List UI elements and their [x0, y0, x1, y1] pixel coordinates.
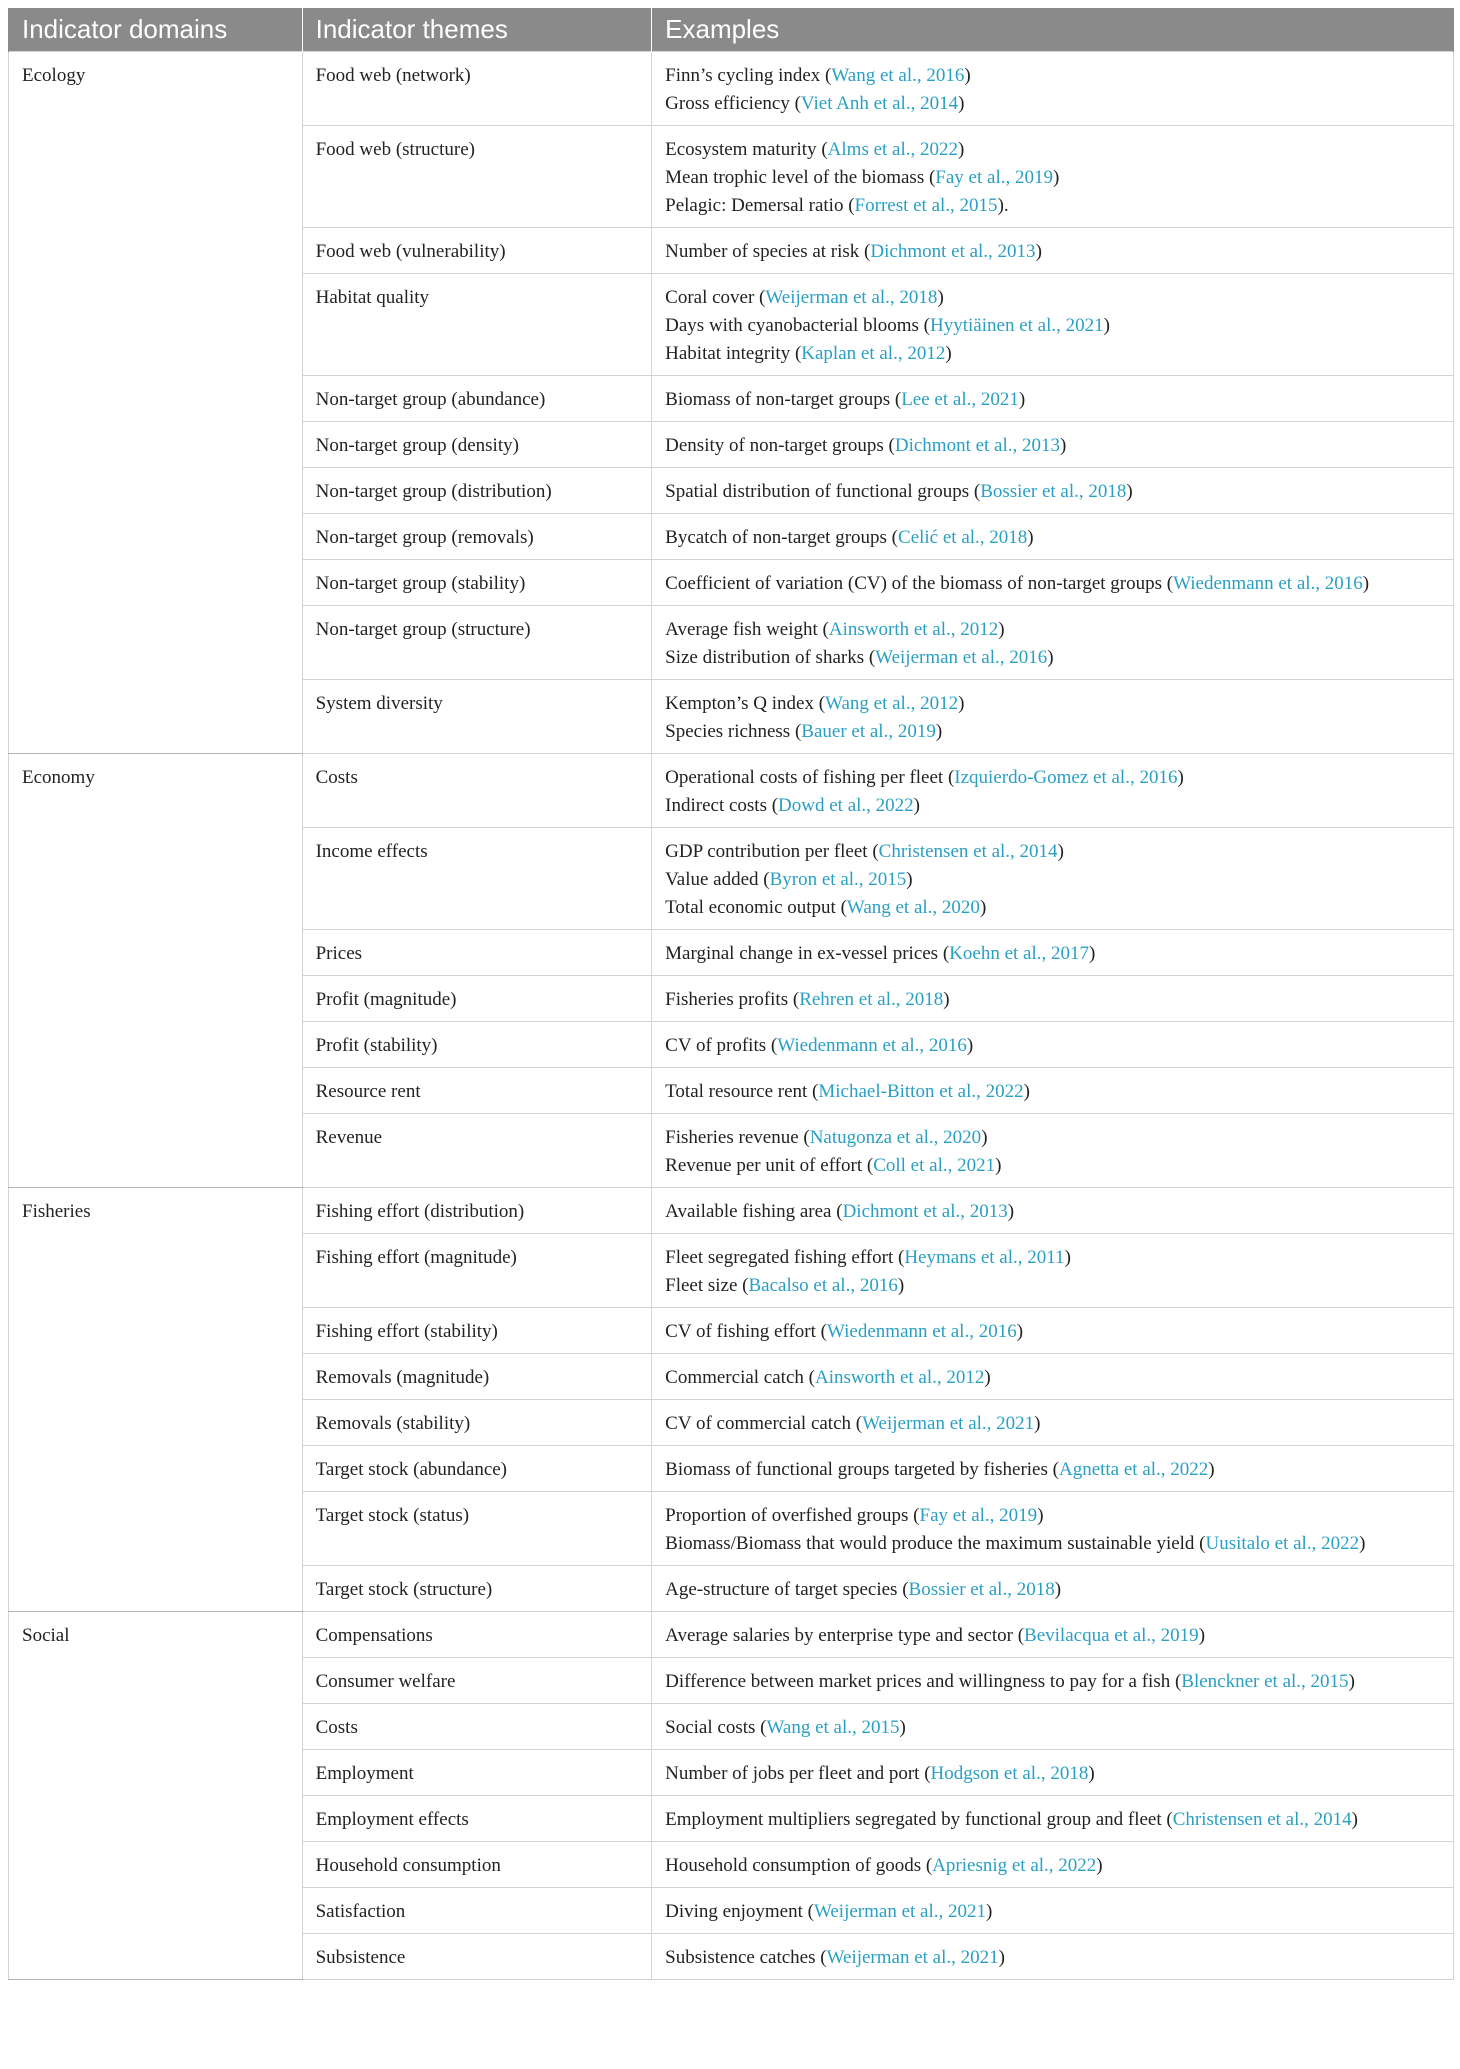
example-line — [665, 1760, 1440, 1788]
example-line — [665, 1898, 1440, 1926]
example-text-tail: ) — [986, 1901, 993, 1922]
example-line — [665, 718, 1440, 746]
examples-cell — [652, 1114, 1454, 1188]
indicator-theme-cell: Profit (magnitude) — [302, 976, 652, 1022]
example-line — [665, 192, 1440, 220]
example-line — [665, 1198, 1440, 1226]
example-line — [665, 1318, 1440, 1346]
example-text: Habitat integrity ( — [665, 343, 802, 364]
example-text-tail: ) — [935, 721, 943, 742]
example-line — [665, 1032, 1440, 1060]
indicator-theme-cell: Non-target group (density) — [302, 422, 652, 468]
example-text: Marginal change in ex-vessel prices ( — [665, 943, 950, 964]
examples-cell — [652, 680, 1454, 754]
citation-link[interactable]: Byron et al., 2015 — [769, 869, 907, 890]
example-line — [665, 792, 1440, 820]
examples-cell — [652, 376, 1454, 422]
indicator-theme-cell: Employment effects — [302, 1796, 652, 1842]
example-text: Species richness ( — [665, 721, 802, 742]
citation-link[interactable]: Dichmont et al., 2013 — [842, 1201, 1008, 1222]
example-text-tail: ) — [1198, 1625, 1206, 1646]
example-text: Proportion of overfished groups ( — [665, 1505, 920, 1526]
citation-link[interactable]: Bossier et al., 2018 — [980, 481, 1127, 502]
examples-cell — [652, 930, 1454, 976]
citation-link[interactable]: Bacalso et al., 2016 — [748, 1275, 898, 1296]
indicator-theme-cell: Employment — [302, 1750, 652, 1796]
citation-link[interactable]: Hodgson et al., 2018 — [930, 1763, 1089, 1784]
example-text: Difference between market prices and willingness to pay for a fish ( — [665, 1671, 1182, 1692]
table-row — [9, 1188, 1454, 1234]
example-text: GDP contribution per fleet ( — [665, 841, 879, 862]
indicator-theme-cell: Non-target group (removals) — [302, 514, 652, 560]
table-row — [9, 754, 1454, 828]
example-line — [665, 616, 1440, 644]
example-text-tail: ) — [1359, 1533, 1366, 1554]
indicator-theme-cell: Revenue — [302, 1114, 652, 1188]
example-text-tail: ) — [1057, 841, 1064, 862]
example-text-tail: ) — [1052, 167, 1060, 188]
example-text: Commercial catch ( — [665, 1367, 815, 1388]
indicator-theme-cell: Subsistence — [302, 1934, 652, 1980]
citation-link[interactable]: Wiedenmann et al., 2016 — [1173, 573, 1363, 594]
example-text: Size distribution of sharks ( — [665, 647, 876, 668]
example-line — [665, 1244, 1440, 1272]
example-line — [665, 1502, 1440, 1530]
citation-link[interactable]: Dichmont et al., 2013 — [870, 241, 1036, 262]
indicator-theme-cell: Target stock (abundance) — [302, 1446, 652, 1492]
example-text: Density of non-target groups ( — [665, 435, 895, 456]
citation-link[interactable]: Forrest et al., 2015 — [854, 195, 998, 216]
indicator-theme-cell: Prices — [302, 930, 652, 976]
example-text-tail: ) — [1348, 1671, 1355, 1692]
example-text: Total economic output ( — [665, 897, 847, 918]
example-text-tail: ) — [995, 1155, 1002, 1176]
citation-link[interactable]: Wang et al., 2015 — [766, 1717, 900, 1738]
example-text: Spatial distribution of functional groups ( — [665, 481, 981, 502]
example-text-tail: ) — [966, 1035, 974, 1056]
indicator-theme-cell: Non-target group (distribution) — [302, 468, 652, 514]
example-line — [665, 386, 1440, 414]
example-line — [665, 90, 1440, 118]
example-text-tail: ). — [997, 195, 1009, 216]
indicator-theme-cell: Removals (stability) — [302, 1400, 652, 1446]
domain-group-fisheries — [9, 1188, 1454, 1612]
example-text-tail: ) — [958, 693, 965, 714]
example-text-tail: ) — [998, 619, 1005, 640]
example-line — [665, 1530, 1440, 1558]
examples-cell — [652, 228, 1454, 274]
example-text-tail: ) — [981, 1127, 988, 1148]
domain-group-ecology — [9, 52, 1454, 754]
indicator-theme-cell: Non-target group (abundance) — [302, 376, 652, 422]
example-text: Total resource rent ( — [665, 1081, 819, 1102]
citation-link[interactable]: Lee et al., 2021 — [901, 389, 1019, 410]
citation-link[interactable]: Wiedenmann et al., 2016 — [826, 1321, 1017, 1342]
indicator-theme-cell: Non-target group (stability) — [302, 560, 652, 606]
examples-cell — [652, 1188, 1454, 1234]
citation-link[interactable]: Koehn et al., 2017 — [949, 943, 1089, 964]
citation-link[interactable]: Weijerman et al., 2018 — [765, 287, 938, 308]
examples-cell — [652, 1796, 1454, 1842]
examples-cell — [652, 606, 1454, 680]
citation-link[interactable]: Wiedenmann et al., 2016 — [777, 1035, 967, 1056]
indicator-domain-cell: Social — [9, 1612, 303, 1980]
indicator-theme-cell: Household consumption — [302, 1842, 652, 1888]
citation-link[interactable]: Wang et al., 2012 — [825, 693, 959, 714]
example-text: Age-structure of target species ( — [665, 1579, 909, 1600]
example-text: Available fishing area ( — [665, 1201, 843, 1222]
example-text: Number of jobs per fleet and port ( — [665, 1763, 931, 1784]
example-line — [665, 940, 1440, 968]
indicator-theme-cell: System diversity — [302, 680, 652, 754]
examples-cell — [652, 468, 1454, 514]
indicator-theme-cell: Profit (stability) — [302, 1022, 652, 1068]
example-text: CV of profits ( — [665, 1035, 778, 1056]
example-line — [665, 644, 1440, 672]
example-line — [665, 1806, 1440, 1834]
example-text: Subsistence catches ( — [665, 1947, 827, 1968]
example-line — [665, 1622, 1440, 1650]
example-text-tail: ) — [1064, 1247, 1071, 1268]
indicator-theme-cell: Target stock (status) — [302, 1492, 652, 1566]
citation-link[interactable]: Bauer et al., 2019 — [801, 721, 936, 742]
example-text: Pelagic: Demersal ratio ( — [665, 195, 855, 216]
example-text: Days with cyanobacterial blooms ( — [665, 315, 931, 336]
examples-cell — [652, 126, 1454, 228]
example-text: Average fish weight ( — [665, 619, 829, 640]
example-text: Number of species at risk ( — [665, 241, 871, 262]
citation-link[interactable]: Christensen et al., 2014 — [1172, 1809, 1352, 1830]
example-line — [665, 432, 1440, 460]
example-text-tail: ) — [1089, 943, 1096, 964]
examples-cell — [652, 1612, 1454, 1658]
example-line — [665, 986, 1440, 1014]
example-text: Household consumption of goods ( — [665, 1855, 933, 1876]
example-text-tail: ) — [1016, 1321, 1024, 1342]
citation-link[interactable]: Weijerman et al., 2021 — [826, 1947, 999, 1968]
example-text-tail: ) — [979, 897, 987, 918]
header-row — [9, 8, 1454, 52]
examples-cell — [652, 422, 1454, 468]
header-indicator-domains: Indicator domains — [9, 8, 303, 52]
example-line — [665, 1576, 1440, 1604]
example-text-tail: ) — [1047, 647, 1054, 668]
example-line — [665, 764, 1440, 792]
examples-cell — [652, 274, 1454, 376]
examples-cell — [652, 1888, 1454, 1934]
examples-cell — [652, 1750, 1454, 1796]
citation-link[interactable]: Uusitalo et al., 2022 — [1205, 1533, 1360, 1554]
citation-link[interactable]: Hyytiäinen et al., 2021 — [930, 315, 1104, 336]
indicator-theme-cell: Costs — [302, 754, 652, 828]
example-text-tail: ) — [998, 1947, 1005, 1968]
example-line — [665, 570, 1440, 598]
indicator-theme-cell: Food web (vulnerability) — [302, 228, 652, 274]
example-text: Operational costs of fishing per fleet ( — [665, 767, 955, 788]
header-examples: Examples — [652, 8, 1454, 52]
example-line — [665, 1364, 1440, 1392]
citation-link[interactable]: Dowd et al., 2022 — [778, 795, 914, 816]
example-text-tail: ) — [1060, 435, 1067, 456]
examples-cell — [652, 1308, 1454, 1354]
examples-cell — [652, 1022, 1454, 1068]
citation-link[interactable]: Michael-Bitton et al., 2022 — [818, 1081, 1024, 1102]
indicator-domain-cell: Ecology — [9, 52, 303, 754]
example-text-tail: ) — [1177, 767, 1184, 788]
example-text-tail: ) — [937, 287, 944, 308]
indicator-theme-cell: Removals (magnitude) — [302, 1354, 652, 1400]
example-text-tail: ) — [1035, 241, 1042, 262]
example-line — [665, 284, 1440, 312]
example-line — [665, 312, 1440, 340]
citation-link[interactable]: Viet Anh et al., 2014 — [800, 93, 959, 114]
example-text-tail: ) — [1054, 1579, 1062, 1600]
example-text: CV of commercial catch ( — [665, 1413, 863, 1434]
example-text: Biomass/Biomass that would produce the maximum sustainable yield ( — [665, 1533, 1206, 1554]
examples-cell — [652, 1400, 1454, 1446]
examples-cell — [652, 1234, 1454, 1308]
domain-group-social — [9, 1612, 1454, 1980]
example-text-tail: ) — [1103, 315, 1110, 336]
example-line — [665, 1852, 1440, 1880]
indicator-theme-cell: Target stock (structure) — [302, 1566, 652, 1612]
example-text: Diving enjoyment ( — [665, 1901, 814, 1922]
citation-link[interactable]: Weijerman et al., 2021 — [862, 1413, 1035, 1434]
citation-link[interactable]: Bossier et al., 2018 — [908, 1579, 1055, 1600]
example-text: Coral cover ( — [665, 287, 766, 308]
example-text-tail: ) — [958, 139, 965, 160]
examples-cell — [652, 560, 1454, 606]
examples-cell — [652, 1658, 1454, 1704]
example-line — [665, 238, 1440, 266]
examples-cell — [652, 1934, 1454, 1980]
table-row — [9, 1612, 1454, 1658]
example-text-tail: ) — [899, 1717, 906, 1738]
indicator-theme-cell: Resource rent — [302, 1068, 652, 1114]
table-row — [9, 52, 1454, 126]
example-line — [665, 1078, 1440, 1106]
example-line — [665, 838, 1440, 866]
example-text: Finn’s cycling index ( — [665, 65, 832, 86]
citation-link[interactable]: Fay et al., 2019 — [935, 167, 1053, 188]
example-text-tail: ) — [1027, 527, 1034, 548]
example-text: Coefficient of variation (CV) of the biomass of non-target groups ( — [665, 573, 1174, 594]
citation-link[interactable]: Rehren et al., 2018 — [799, 989, 944, 1010]
example-text: Value added ( — [665, 869, 770, 890]
indicators-table — [8, 8, 1454, 1980]
examples-cell — [652, 1492, 1454, 1566]
citation-link[interactable]: Blenckner et al., 2015 — [1181, 1671, 1349, 1692]
indicator-theme-cell: Fishing effort (magnitude) — [302, 1234, 652, 1308]
example-text: Employment multipliers segregated by functional group and fleet ( — [665, 1809, 1173, 1830]
example-text-tail: ) — [1037, 1505, 1044, 1526]
indicator-theme-cell: Fishing effort (distribution) — [302, 1188, 652, 1234]
citation-link[interactable]: Ainsworth et al., 2012 — [828, 619, 999, 640]
citation-link[interactable]: Agnetta et al., 2022 — [1058, 1459, 1209, 1480]
example-text-tail: ) — [1208, 1459, 1215, 1480]
example-line — [665, 1714, 1440, 1742]
citation-link[interactable]: Dichmont et al., 2013 — [894, 435, 1061, 456]
example-line — [665, 1272, 1440, 1300]
example-line — [665, 1410, 1440, 1438]
example-text-tail: ) — [945, 343, 952, 364]
example-text-tail: ) — [943, 989, 950, 1010]
example-line — [665, 1152, 1440, 1180]
examples-cell — [652, 976, 1454, 1022]
example-text-tail: ) — [897, 1275, 905, 1296]
example-line — [665, 690, 1440, 718]
example-text: Ecosystem maturity ( — [665, 139, 828, 160]
examples-cell — [652, 1446, 1454, 1492]
indicator-theme-cell: Consumer welfare — [302, 1658, 652, 1704]
indicator-theme-cell: Costs — [302, 1704, 652, 1750]
example-line — [665, 866, 1440, 894]
citation-link[interactable]: Ainsworth et al., 2012 — [814, 1367, 985, 1388]
example-text: CV of fishing effort ( — [665, 1321, 827, 1342]
citation-link[interactable]: Celić et al., 2018 — [898, 527, 1028, 548]
example-text-tail: ) — [913, 795, 920, 816]
examples-cell — [652, 1704, 1454, 1750]
example-text: Average salaries by enterprise type and sector ( — [665, 1625, 1025, 1646]
citation-link[interactable]: Apriesnig et al., 2022 — [932, 1855, 1097, 1876]
example-line — [665, 1124, 1440, 1152]
example-text: Gross efficiency ( — [665, 93, 801, 114]
example-line — [665, 894, 1440, 922]
citation-link[interactable]: Weijerman et al., 2016 — [875, 647, 1048, 668]
indicator-theme-cell: Food web (network) — [302, 52, 652, 126]
example-text-tail: ) — [1023, 1081, 1030, 1102]
indicator-theme-cell: Compensations — [302, 1612, 652, 1658]
indicator-domain-cell: Fisheries — [9, 1188, 303, 1612]
examples-cell — [652, 1068, 1454, 1114]
example-line — [665, 62, 1440, 90]
citation-link[interactable]: Natugonza et al., 2020 — [809, 1127, 982, 1148]
example-text-tail: ) — [984, 1367, 991, 1388]
example-text: Kempton’s Q index ( — [665, 693, 826, 714]
citation-link[interactable]: Alms et al., 2022 — [827, 139, 959, 160]
example-line — [665, 164, 1440, 192]
indicator-theme-cell: Food web (structure) — [302, 126, 652, 228]
citation-link[interactable]: Fay et al., 2019 — [919, 1505, 1038, 1526]
example-text-tail: ) — [1362, 573, 1370, 594]
example-text: Revenue per unit of effort ( — [665, 1155, 874, 1176]
example-text: Biomass of non-target groups ( — [665, 389, 902, 410]
example-text: Mean trophic level of the biomass ( — [665, 167, 936, 188]
examples-cell — [652, 828, 1454, 930]
citation-link[interactable]: Wang et al., 2020 — [846, 897, 980, 918]
example-text-tail: ) — [1088, 1763, 1095, 1784]
example-text-tail: ) — [1018, 389, 1026, 410]
indicator-theme-cell: Non-target group (structure) — [302, 606, 652, 680]
indicator-theme-cell: Fishing effort (stability) — [302, 1308, 652, 1354]
example-text-tail: ) — [964, 65, 971, 86]
examples-cell — [652, 1842, 1454, 1888]
citation-link[interactable]: Coll et al., 2021 — [873, 1155, 996, 1176]
citation-link[interactable]: Kaplan et al., 2012 — [801, 343, 946, 364]
citation-link[interactable]: Izquierdo-Gomez et al., 2016 — [954, 767, 1178, 788]
citation-link[interactable]: Christensen et al., 2014 — [878, 841, 1058, 862]
example-text: Biomass of functional groups targeted by fisheries ( — [665, 1459, 1059, 1480]
example-line — [665, 524, 1440, 552]
indicator-theme-cell: Habitat quality — [302, 274, 652, 376]
examples-cell — [652, 1354, 1454, 1400]
indicator-theme-cell: Satisfaction — [302, 1888, 652, 1934]
example-text: Social costs ( — [665, 1717, 767, 1738]
example-line — [665, 1668, 1440, 1696]
example-text: Fisheries profits ( — [665, 989, 800, 1010]
indicator-theme-cell: Income effects — [302, 828, 652, 930]
examples-cell — [652, 1566, 1454, 1612]
example-text: Fleet segregated fishing effort ( — [665, 1247, 905, 1268]
example-text: Indirect costs ( — [665, 795, 779, 816]
example-text-tail: ) — [1007, 1201, 1015, 1222]
citation-link[interactable]: Heymans et al., 2011 — [904, 1247, 1065, 1268]
example-line — [665, 1456, 1440, 1484]
example-text-tail: ) — [958, 93, 965, 114]
example-text: Fleet size ( — [665, 1275, 749, 1296]
domain-group-economy — [9, 754, 1454, 1188]
example-line — [665, 136, 1440, 164]
example-line — [665, 1944, 1440, 1972]
example-text: Bycatch of non-target groups ( — [665, 527, 899, 548]
example-text-tail: ) — [1126, 481, 1133, 502]
example-text-tail: ) — [906, 869, 913, 890]
citation-link[interactable]: Weijerman et al., 2021 — [813, 1901, 987, 1922]
citation-link[interactable]: Bevilacqua et al., 2019 — [1024, 1625, 1199, 1646]
examples-cell — [652, 52, 1454, 126]
example-text-tail: ) — [1096, 1855, 1103, 1876]
example-line — [665, 340, 1440, 368]
citation-link[interactable]: Wang et al., 2016 — [831, 65, 965, 86]
example-line — [665, 478, 1440, 506]
examples-cell — [652, 514, 1454, 560]
example-text: Fisheries revenue ( — [665, 1127, 810, 1148]
header-indicator-themes: Indicator themes — [302, 8, 652, 52]
example-text-tail: ) — [1034, 1413, 1041, 1434]
indicator-domain-cell: Economy — [9, 754, 303, 1188]
example-text-tail: ) — [1351, 1809, 1358, 1830]
examples-cell — [652, 754, 1454, 828]
